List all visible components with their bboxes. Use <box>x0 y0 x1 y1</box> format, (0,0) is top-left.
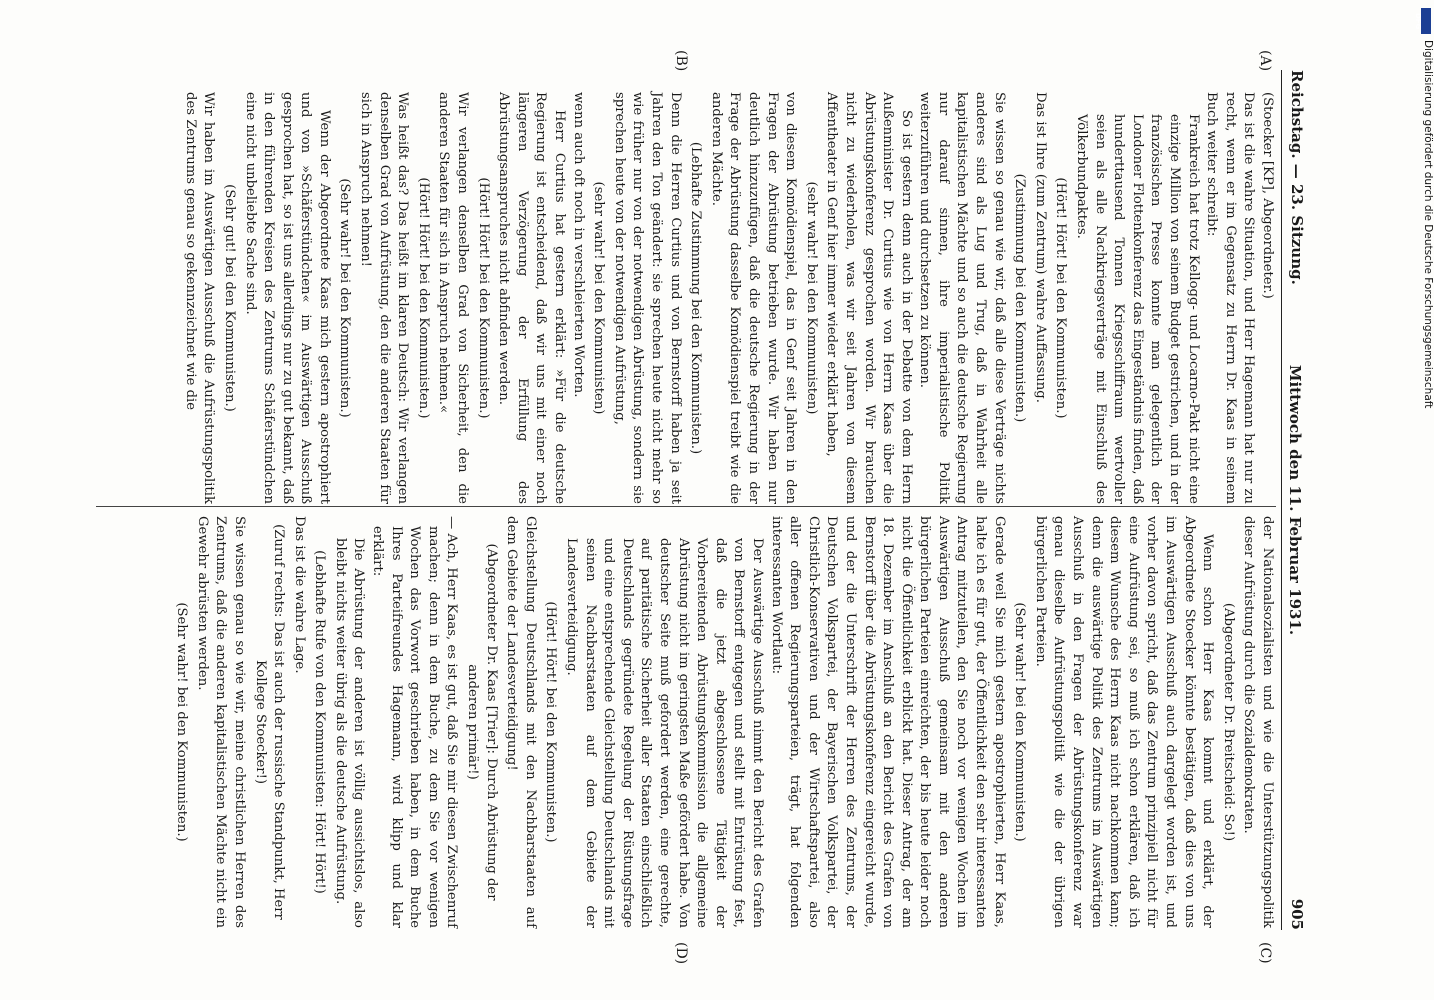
interjection: (sehr wahr! bei den Kommunisten) <box>591 181 607 415</box>
running-header <box>1281 70 1310 930</box>
interjection: (Sehr wahr! bei den Kommunisten.) <box>1012 602 1028 842</box>
paragraph: Das ist die wahre Situation, und Herr Hagemann hat nur zu recht, wenn er im Gegensatz zu Herrn Dr. Kaas in seinem Buch weiter schreibt: <box>1204 92 1257 504</box>
header-session: Reichstag. — 23. Sitzung. <box>1288 70 1306 285</box>
paragraph: der Nationalsozialisten und wie die Unterstützungspolitik dieser Aufrüstung durch die Sozialdemokraten. <box>1241 516 1275 928</box>
paragraph: Sie wissen so genau wie wir, daß alle diese Verträge nichts anderes sind als Lug und Trug, daß in Wahrheit alle kapitalistischen Mächte und so auch die deutsche Regierung nur darauf sinnen, ihre imperialistische Politik weiterzuführen und durchsetzen zu können. <box>917 92 1007 504</box>
paragraph: Wenn schon Herr Kaas kommt und erklärt, der Abgeordnete Stoecker könnte bestätigen, daß dies von uns im Auswärtigen Ausschuß auch dargelegt worden ist, und vorher davon spricht, daß das Zentrum prinzipiell nicht für eine Aufrüstung sei, so muß ich schon erklären, daß ich diesem Wunsche des Herrn Kaas nicht nachkommen kann; denn die auswärtige Politik des Zentrums im Auswärtigen Ausschuß in den Fragen der Abrüstungskonferenz war genau dieselbe Aufrüstungspolitik wie die der übrigen bürgerlichen Parteien. <box>1032 516 1216 928</box>
interjection: (Sehr wahr! bei den Kommunisten.) <box>174 602 190 842</box>
paragraph: (Stoecker [KP], Abgeordneter.) <box>1260 92 1275 299</box>
paragraph: Wenn der Abgeordnete Kaas mich gestern apostrophiert und von »Schäferstündchen« im Auswärtigen Ausschuß gesprochen hat, so ist uns allerdings nur zu gut bekannt, daß in den führenden Kreisen des Zentrums Schäferstündchen eine nicht unbeliebte Sache sind. <box>242 92 332 504</box>
paragraph: Der Auswärtige Ausschuß nimmt den Bericht des Grafen von Bernstorff entgegen und stellt mit Entrüstung fest, daß die jetzt abgeschlossene Tätigkeit der Vorbereitenden Abrüstungskommission die allgemeine Abrüstung nicht im geringsten Maße gefördert habe. Von deutscher Seite muß gefordert werden, eine gerechte, auf paritätische Sicherheit aller Staaten einschließlich Deutschlands gegründete Regelung der Rüstungsfrage und eine entsprechende Gleichstellung Deutschlands mit seinen Nachbarstaaten auf dem Gebiete der Landesverteidigung. <box>564 538 765 928</box>
paragraph: Sie wissen genau so wie wir, meine christlichen Herren des Zentrums, daß die anderen kapitalistischen Mächte nicht ein Gewehr abrüsten werden. <box>194 516 247 928</box>
paragraph: Das ist die wahre Lage. <box>291 516 307 674</box>
paragraph: So ist gestern denn auch in der Debatte von dem Herrn Außenminister Dr. Curtius wie von Herrn Kaas über die Abrüstungskonferenz gesprochen worden. Wir brauchen nicht zu wiederholen, was wir seit Jahren von diesem Affentheater in Genf hier immer wieder erklärt haben, <box>824 92 914 504</box>
interjection: (Hört! Hört! bei den Kommunisten.) <box>475 177 491 419</box>
interjection: (Hört! Hört! bei den Kommunisten.) <box>543 601 559 843</box>
paragraph: Die Abrüstung der anderen ist völlig aussichtslos, also bleibt nichts weiter übrig als die deutsche Aufrüstung. <box>332 538 367 928</box>
page-number: 905 <box>1288 898 1306 930</box>
digitization-credit: Digitalisierung gefördert durch die Deutsche Forschungsgemeinschaft <box>1422 40 1434 409</box>
paragraph: wenn auch oft noch in verschleierten Worten. <box>570 92 586 398</box>
interjection: (Lebhafte Rufe von den Kommunisten: Hört! Hört!) <box>312 550 328 894</box>
margin-marker-d: (D) <box>673 942 689 965</box>
paragraph: Gerade weil Sie mich gestern apostrophierten, Herr Kaas, halte ich es für gut, der Öffentlichkeit den sehr interessanten Antrag mitzuteilen, den Sie noch vor wenigen Wochen im Auswärtigen Ausschuß gemeinsam mit den anderen bürgerlichen Parteien einreichten, der bis heute leider noch nicht die Öffentlichkeit erblickt hat. Dieser Antrag, der am 18. Dezember im Anschluß an den Bericht des Grafen von Bernstorff über die Abrüstungskonferenz eingereicht wurde, und der die Unterschrift der Herren des Zentrums, der Deutschen Volkspartei, der Bayerischen Volkspartei, der Christlich-Konservativen und der Wirtschaftspartei, also aller offenen Regierungsparteien, trägt, hat folgenden interessanten Wortlaut: <box>768 516 1007 928</box>
paragraph: Herr Curtius hat gestern erklärt: »Für die deutsche Regierung ist entscheidend, daß wir uns mit einer noch längeren Verzögerung der Erfüllung des Abrüstungsanspruches nicht abfinden werden. <box>496 92 568 504</box>
paragraph: Wir verlangen denselben Grad von Sicherheit, den die anderen Staaten für sich in Anspruch nehmen.« <box>436 92 471 504</box>
paragraph: Das ist Ihre (zum Zentrum) wahre Auffassung. <box>1032 92 1048 403</box>
dfg-logo: DFG <box>1421 8 1431 34</box>
margin-marker-b: (B) <box>673 50 689 72</box>
interjection: (Hört! Hört! bei den Kommunisten.) <box>415 177 431 419</box>
margin-marker-a: (A) <box>1257 50 1273 72</box>
paragraph: Wir haben im Auswärtigen Ausschuß die Aufrüstungspolitik des Zentrums genau so gekennzeichnet wie die <box>182 92 217 504</box>
interjection: (Lebhafte Zustimmung bei den Kommunisten.) <box>688 141 704 455</box>
right-text-column <box>170 516 1276 928</box>
column-divider <box>96 506 1276 507</box>
header-date: Mittwoch den 11. Februar 1931. <box>1286 364 1304 636</box>
paragraph: Gleichstellung Deutschlands mit den Nachbarstaaten auf dem Gebiete der Landesverteidigung! <box>504 516 538 928</box>
left-text-column <box>180 92 1276 504</box>
interjection: (Sehr gut! bei den Kommunisten.) <box>221 184 237 412</box>
interjection: (Zuruf rechts: Das ist auch der russische Standpunkt, Herr Kollege Stoecker!) <box>252 524 287 920</box>
interjection: (Hört! Hört! bei den Kommunisten.) <box>1053 177 1069 419</box>
margin-marker-c: (C) <box>1257 942 1273 964</box>
paragraph: Was heißt das? Das heißt im klaren Deutsch: Wir verlangen denselben Grad von Aufrüstung, den die anderen Staaten für sich in Anspruch nehmen! <box>358 92 411 504</box>
paragraph: Denn die Herren Curtius und von Bernstorff haben ja seit Jahren den Ton geändert: sie sprechen heute nicht mehr so wie früher nur von der notwendigen Abrüstung, sondern sie sprechen heute von der notwendigen Aufrüstung, <box>611 92 683 504</box>
interjection: (Sehr wahr! bei den Kommunisten.) <box>337 178 353 418</box>
interjection: (Abgeordneter Dr. Kaas [Trier]: Durch Abrüstung der anderen primär!) <box>465 543 499 901</box>
interjection: (Abgeordneter Dr. Breitscheid: So!) <box>1220 602 1236 842</box>
paragraph: — Ach, Herr Kaas, es ist gut, daß Sie mir diesen Zwischenruf machen; denn in dem Buche, zu dem Sie vor wenigen Wochen das Vorwort geschrieben haben, in dem Buche Ihres Parteifreundes Hagemann, wird klipp und klar erklärt: <box>370 516 460 928</box>
paragraph: von diesem Komödienspiel, das in Genf seit Jahren in den Fragen der Abrüstung betrieben wurde. Wir haben nur deutlich hinzuzufügen, daß die deutsche Regierung in der Frage der Abrüstung dasselbe Komödienspiel treibt wie die anderen Mächte. <box>708 92 799 504</box>
interjection: (sehr wahr! bei den Kommunisten) <box>803 181 819 415</box>
rotated-page <box>60 50 1310 965</box>
paragraph: Frankreich hat trotz Kellogg- und Locarno-Pakt nicht eine einzige Million von seinem Budget gestrichen, und in der französischen Presse konnte man gelegentlich der Londoner Flottenkonferenz das Eingeständnis finden, daß hunderttausend Tonnen Kriegsschiffraum wertvoller seien als alle Nachkriegsverträge mit Einschluß des Völkerbundpaktes. <box>1074 114 1201 504</box>
interjection: (Zustimmung bei den Kommunisten.) <box>1012 173 1028 423</box>
